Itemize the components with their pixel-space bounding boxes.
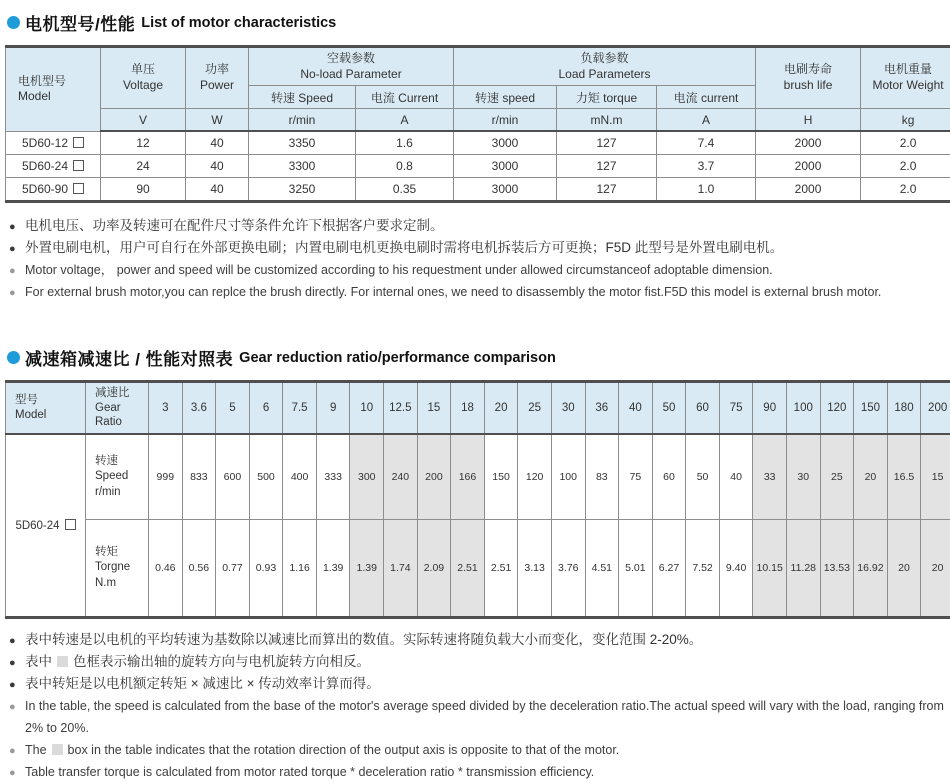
gear-ratio-header-cell: 150: [854, 382, 888, 435]
motor-value-cell: 40: [186, 131, 249, 155]
subheader-load-torque: 力矩 torque: [557, 86, 657, 109]
gear-ratio-header-cell: 90: [753, 382, 787, 435]
gear-col-header-ratio: 减速比 Gear Ratio: [86, 382, 149, 435]
unit-noload-speed: r/min: [249, 109, 356, 132]
model-suffix-box: [73, 183, 84, 194]
bullet-icon: ●: [9, 740, 16, 762]
unit-weight: kg: [861, 109, 950, 132]
gear-torque-cell: 9.40: [719, 520, 753, 618]
model-suffix-box: [73, 160, 84, 171]
gear-torque-cell: 2.09: [417, 520, 451, 618]
gear-ratio-header-cell: 3: [149, 382, 183, 435]
gear-speed-cell: 120: [518, 434, 552, 520]
col-header-motor-weight: 电机重量 Motor Weight: [861, 47, 950, 109]
unit-power: W: [186, 109, 249, 132]
gear-col-header-model: 型号 Model: [6, 382, 86, 435]
bullet-icon: ●: [9, 674, 16, 696]
gear-speed-cell: 300: [350, 434, 384, 520]
gear-torque-cell: 0.56: [182, 520, 216, 618]
motor-value-cell: 2.0: [861, 131, 950, 155]
motor-table-row: [6, 155, 950, 178]
gear-torque-cell: 0.46: [149, 520, 183, 618]
bullet-icon: ●: [9, 652, 16, 674]
unit-load-current: A: [657, 109, 756, 132]
note-line: ● 表中 色框表示输出轴的旋转方向与电机旋转方向相反。: [9, 651, 950, 673]
subheader-load-speed: 转速 speed: [454, 86, 557, 109]
group-header-noload: 空载参数 No-load Parameter: [249, 47, 454, 86]
gear-torque-cell: 10.15: [753, 520, 787, 618]
motor-value-cell: 0.35: [356, 178, 454, 202]
gear-ratio-header-cell: 15: [417, 382, 451, 435]
gear-ratio-header-cell: 36: [585, 382, 619, 435]
note-line: ● 表中转速是以电机的平均转速为基数除以减速比而算出的数值。实际转速将随负载大小而变化，变化范围 2-20%。: [9, 629, 950, 651]
gear-torque-cell: 5.01: [619, 520, 653, 618]
motor-value-cell: 40: [186, 178, 249, 202]
motor-value-cell: 127: [557, 131, 657, 155]
motor-value-cell: 3350: [249, 131, 356, 155]
motor-value-cell: 3000: [454, 131, 557, 155]
gear-speed-cell: 83: [585, 434, 619, 520]
gear-torque-cell: 20: [921, 520, 950, 618]
motor-value-cell: 2000: [756, 155, 861, 178]
gear-torque-cell: 1.39: [316, 520, 350, 618]
motor-value-cell: 90: [101, 178, 186, 202]
section1-title-en: List of motor characteristics: [141, 15, 336, 31]
gear-ratio-table: [5, 380, 950, 619]
bullet-icon: ●: [9, 282, 16, 304]
model-text: 5D60-12: [22, 136, 68, 150]
motor-model-cell: [6, 131, 101, 155]
gear-ratio-header-cell: 5: [216, 382, 250, 435]
gear-torque-cell: 1.16: [283, 520, 317, 618]
gear-ratio-header-cell: 9: [316, 382, 350, 435]
unit-voltage: V: [101, 109, 186, 132]
motor-model-cell: [6, 155, 101, 178]
subheader-noload-speed: 转速 Speed: [249, 86, 356, 109]
gear-speed-cell: 500: [249, 434, 283, 520]
note-line: ● 电机电压、功率及转速可在配件尺寸等条件允许下根据客户要求定制。: [9, 215, 950, 237]
motor-table-row: [6, 178, 950, 202]
motor-notes: [9, 215, 950, 303]
section1-title: [7, 10, 950, 35]
note-line: ● In the table, the speed is calculated from the base of the motor's average speed divided by the deceleration ratio.The actual speed will vary with the load, ranging from 2% to 20%.: [9, 695, 950, 739]
motor-value-cell: 3.7: [657, 155, 756, 178]
gear-speed-cell: 15: [921, 434, 950, 520]
gray-box-icon: [57, 656, 68, 667]
motor-value-cell: 3250: [249, 178, 356, 202]
gear-speed-cell: 333: [316, 434, 350, 520]
gear-torque-cell: 7.52: [686, 520, 720, 618]
bullet-icon: ●: [9, 762, 16, 784]
gear-ratio-header-cell: 180: [887, 382, 921, 435]
note-line: ● The box in the table indicates that the rotation direction of the output axis is opposite to that of the motor.: [9, 739, 950, 761]
motor-value-cell: 3300: [249, 155, 356, 178]
gear-ratio-header-cell: 3.6: [182, 382, 216, 435]
gear-torque-cell: 0.77: [216, 520, 250, 618]
model-suffix-box: [73, 137, 84, 148]
motor-value-cell: 2.0: [861, 178, 950, 202]
section2-title: [7, 345, 950, 370]
model-text: 5D60-90: [22, 182, 68, 196]
gear-torque-cell: 1.39: [350, 520, 384, 618]
subheader-load-current: 电流 current: [657, 86, 756, 109]
model-text: 5D60-24: [15, 520, 59, 532]
gear-speed-cell: 30: [786, 434, 820, 520]
gear-torque-cell: 20: [887, 520, 921, 618]
motor-value-cell: 0.8: [356, 155, 454, 178]
torque-row-label: 转矩 Torgne N.m: [86, 520, 149, 618]
gear-ratio-header-cell: 40: [619, 382, 653, 435]
motor-value-cell: 2.0: [861, 155, 950, 178]
gear-speed-cell: 240: [384, 434, 418, 520]
group-header-load: 负载参数 Load Parameters: [454, 47, 756, 86]
motor-model-cell: [6, 178, 101, 202]
gear-speed-cell: 200: [417, 434, 451, 520]
gear-ratio-header-cell: 75: [719, 382, 753, 435]
col-header-power: 功率 Power: [186, 47, 249, 109]
gear-speed-cell: 600: [216, 434, 250, 520]
gear-speed-cell: 60: [652, 434, 686, 520]
gear-ratio-header-cell: 200: [921, 382, 950, 435]
gear-speed-cell: 833: [182, 434, 216, 520]
motor-value-cell: 12: [101, 131, 186, 155]
gear-ratio-header-cell: 120: [820, 382, 854, 435]
gear-model-cell: [6, 434, 86, 618]
gray-box-icon: [52, 744, 63, 755]
gear-torque-cell: 0.93: [249, 520, 283, 618]
col-header-voltage: 单压 Voltage: [101, 47, 186, 109]
motor-value-cell: 3000: [454, 155, 557, 178]
motor-value-cell: 1.6: [356, 131, 454, 155]
gear-ratio-header-cell: 7.5: [283, 382, 317, 435]
unit-noload-current: A: [356, 109, 454, 132]
section2-title-zh: 减速箱减速比 / 性能对照表: [25, 345, 233, 370]
note-line: ● For external brush motor,you can replce the brush directly. For internal ones, we need to disassembly the motor fist.F5D this model is external brush motor.: [9, 281, 950, 303]
motor-value-cell: 3000: [454, 178, 557, 202]
gear-ratio-header-cell: 50: [652, 382, 686, 435]
gear-torque-cell: 1.74: [384, 520, 418, 618]
note-line: ● 表中转矩是以电机额定转矩 × 减速比 × 传动效率计算而得。: [9, 673, 950, 695]
gear-torque-cell: 4.51: [585, 520, 619, 618]
gear-ratio-header-cell: 60: [686, 382, 720, 435]
gear-torque-cell: 2.51: [484, 520, 518, 618]
note-line: ● Motor voltage， power and speed will be customized according to his requestment under allowed circumstanceof adoptable dimension.: [9, 259, 950, 281]
motor-value-cell: 24: [101, 155, 186, 178]
gear-ratio-header-cell: 6: [249, 382, 283, 435]
section2-title-en: Gear reduction ratio/performance comparison: [239, 350, 556, 366]
model-text: 5D60-24: [22, 159, 68, 173]
gear-torque-cell: 6.27: [652, 520, 686, 618]
gear-torque-cell: 3.13: [518, 520, 552, 618]
gear-notes: [9, 629, 950, 783]
gear-torque-cell: 16.92: [854, 520, 888, 618]
gear-speed-cell: 20: [854, 434, 888, 520]
gear-speed-cell: 166: [451, 434, 485, 520]
speed-row-label: 转速 Speed r/min: [86, 434, 149, 520]
gear-speed-cell: 999: [149, 434, 183, 520]
model-suffix-box: [65, 519, 76, 530]
gear-speed-cell: 40: [719, 434, 753, 520]
gear-speed-cell: 50: [686, 434, 720, 520]
gear-torque-cell: 11.28: [786, 520, 820, 618]
motor-value-cell: 127: [557, 178, 657, 202]
gear-torque-cell: 13.53: [820, 520, 854, 618]
subheader-noload-current: 电流 Current: [356, 86, 454, 109]
gear-speed-cell: 25: [820, 434, 854, 520]
col-header-brush-life: 电刷寿命 brush life: [756, 47, 861, 109]
gear-speed-cell: 400: [283, 434, 317, 520]
gear-speed-cell: 75: [619, 434, 653, 520]
col-header-model: 电机型号 Model: [6, 47, 101, 132]
gear-ratio-header-cell: 10: [350, 382, 384, 435]
motor-value-cell: 2000: [756, 178, 861, 202]
gear-ratio-header-cell: 12.5: [384, 382, 418, 435]
bullet-icon: ●: [9, 630, 16, 652]
gear-ratio-header-cell: 100: [786, 382, 820, 435]
motor-characteristics-table: [5, 45, 950, 203]
unit-load-speed: r/min: [454, 109, 557, 132]
gear-speed-cell: 33: [753, 434, 787, 520]
blue-bullet-icon: [7, 16, 20, 29]
motor-value-cell: 2000: [756, 131, 861, 155]
gear-torque-cell: 2.51: [451, 520, 485, 618]
gear-ratio-header-cell: 30: [551, 382, 585, 435]
blue-bullet-icon: [7, 351, 20, 364]
motor-value-cell: 1.0: [657, 178, 756, 202]
gear-speed-cell: 16.5: [887, 434, 921, 520]
unit-load-torque: mN.m: [557, 109, 657, 132]
section1-title-zh: 电机型号/性能: [25, 10, 135, 35]
gear-ratio-header-cell: 20: [484, 382, 518, 435]
motor-table-row: [6, 131, 950, 155]
note-line: ● Table transfer torque is calculated from motor rated torque * deceleration ratio * transmission efficiency.: [9, 761, 950, 783]
motor-value-cell: 127: [557, 155, 657, 178]
bullet-icon: ●: [9, 260, 16, 282]
gear-speed-cell: 150: [484, 434, 518, 520]
gear-torque-cell: 3.76: [551, 520, 585, 618]
bullet-icon: ●: [9, 216, 16, 238]
motor-value-cell: 40: [186, 155, 249, 178]
bullet-icon: ●: [9, 696, 16, 718]
unit-brush: H: [756, 109, 861, 132]
bullet-icon: ●: [9, 238, 16, 260]
gear-speed-cell: 100: [551, 434, 585, 520]
motor-value-cell: 7.4: [657, 131, 756, 155]
note-line: ● 外置电刷电机，用户可自行在外部更换电刷；内置电刷电机更换电刷时需将电机拆装后方可更换；F5D 此型号是外置电刷电机。: [9, 237, 950, 259]
gear-ratio-header-cell: 18: [451, 382, 485, 435]
gear-ratio-header-cell: 25: [518, 382, 552, 435]
